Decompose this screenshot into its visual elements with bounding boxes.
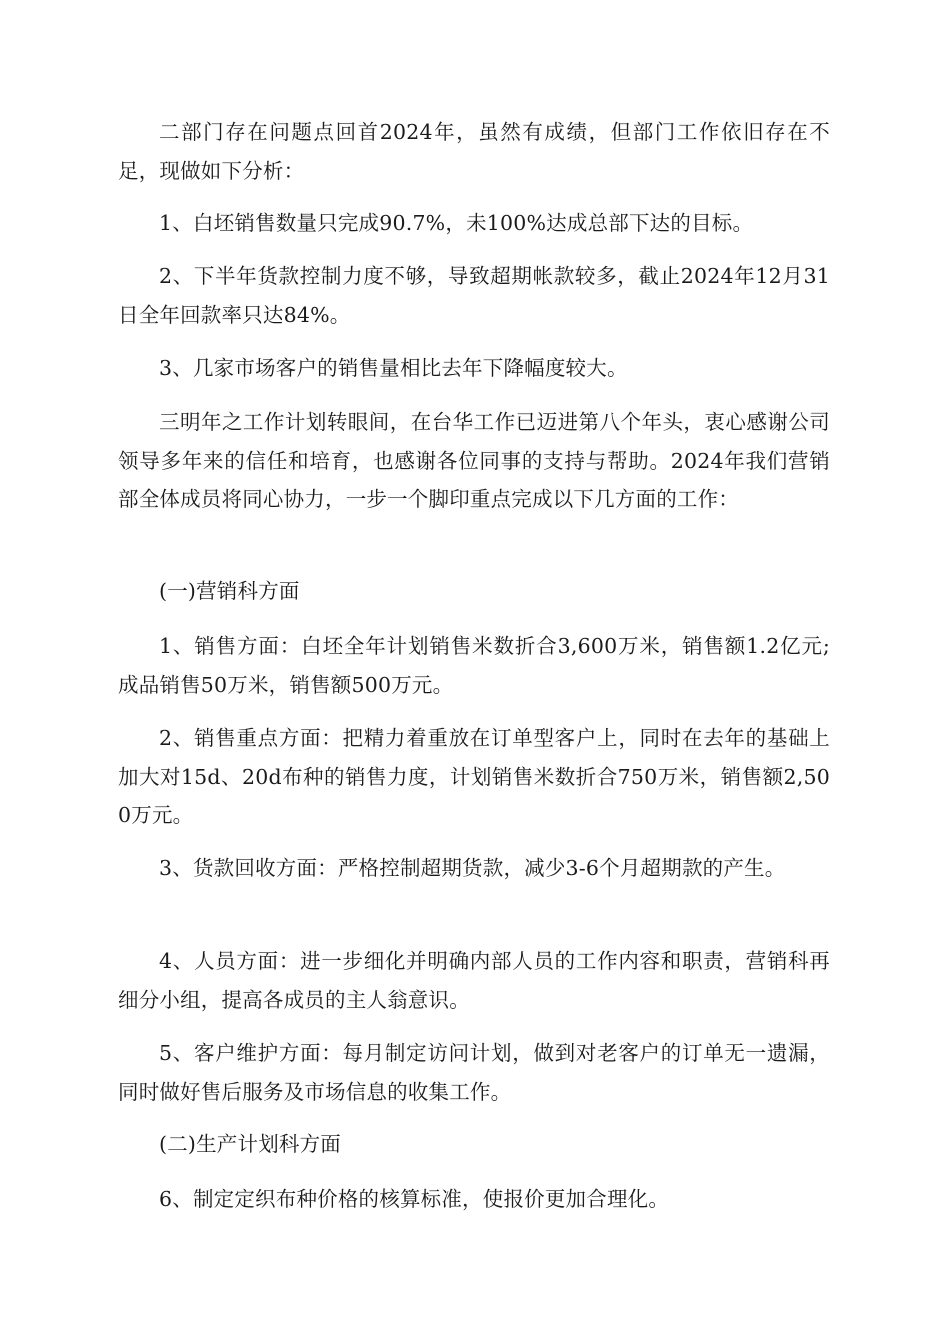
heading-marketing-section: (一)营销科方面 bbox=[159, 579, 300, 603]
paragraph-plan-1: 1、销售方面：白坯全年计划销售米数折合3,600万米，销售额1.2亿元;成品销售50万米，销售额500万元。 bbox=[118, 634, 830, 697]
paragraph-plan-3: 3、货款回收方面：严格控制超期货款，减少3-6个月超期款的产生。 bbox=[159, 856, 786, 880]
paragraph-issue-2: 2、下半年货款控制力度不够，导致超期帐款较多，截止2024年12月31日全年回款率只达84%。 bbox=[118, 264, 830, 327]
paragraph-plan-6: 6、制定定织布种价格的核算标准，使报价更加合理化。 bbox=[159, 1187, 670, 1211]
paragraph-department-issues: 二部门存在问题点回首2024年，虽然有成绩，但部门工作依旧存在不足，现做如下分析： bbox=[118, 120, 830, 183]
paragraph-plan-4: 4、人员方面：进一步细化并明确内部人员的工作内容和职责，营销科再细分小组，提高各成员的主人翁意识。 bbox=[118, 949, 830, 1012]
paragraph-issue-3: 3、几家市场客户的销售量相比去年下降幅度较大。 bbox=[159, 356, 628, 380]
paragraph-plan-2: 2、销售重点方面：把精力着重放在订单型客户上，同时在去年的基础上加大对15d、20d布种的销售力度，计划销售米数折合750万米，销售额2,500万元。 bbox=[118, 726, 830, 827]
paragraph-plan-5: 5、客户维护方面：每月制定访问计划，做到对老客户的订单无一遗漏，同时做好售后服务及市场信息的收集工作。 bbox=[118, 1041, 830, 1104]
heading-production-section: (二)生产计划科方面 bbox=[159, 1132, 341, 1156]
paragraph-issue-1: 1、白坯销售数量只完成90.7%，未100%达成总部下达的目标。 bbox=[159, 211, 754, 235]
paragraph-work-plan-intro: 三明年之工作计划转眼间，在台华工作已迈进第八个年头，衷心感谢公司领导多年来的信任和培育，也感谢各位同事的支持与帮助。2024年我们营销部全体成员将同心协力，一步一个脚印重点完成以下几方面的工作： bbox=[118, 410, 830, 511]
